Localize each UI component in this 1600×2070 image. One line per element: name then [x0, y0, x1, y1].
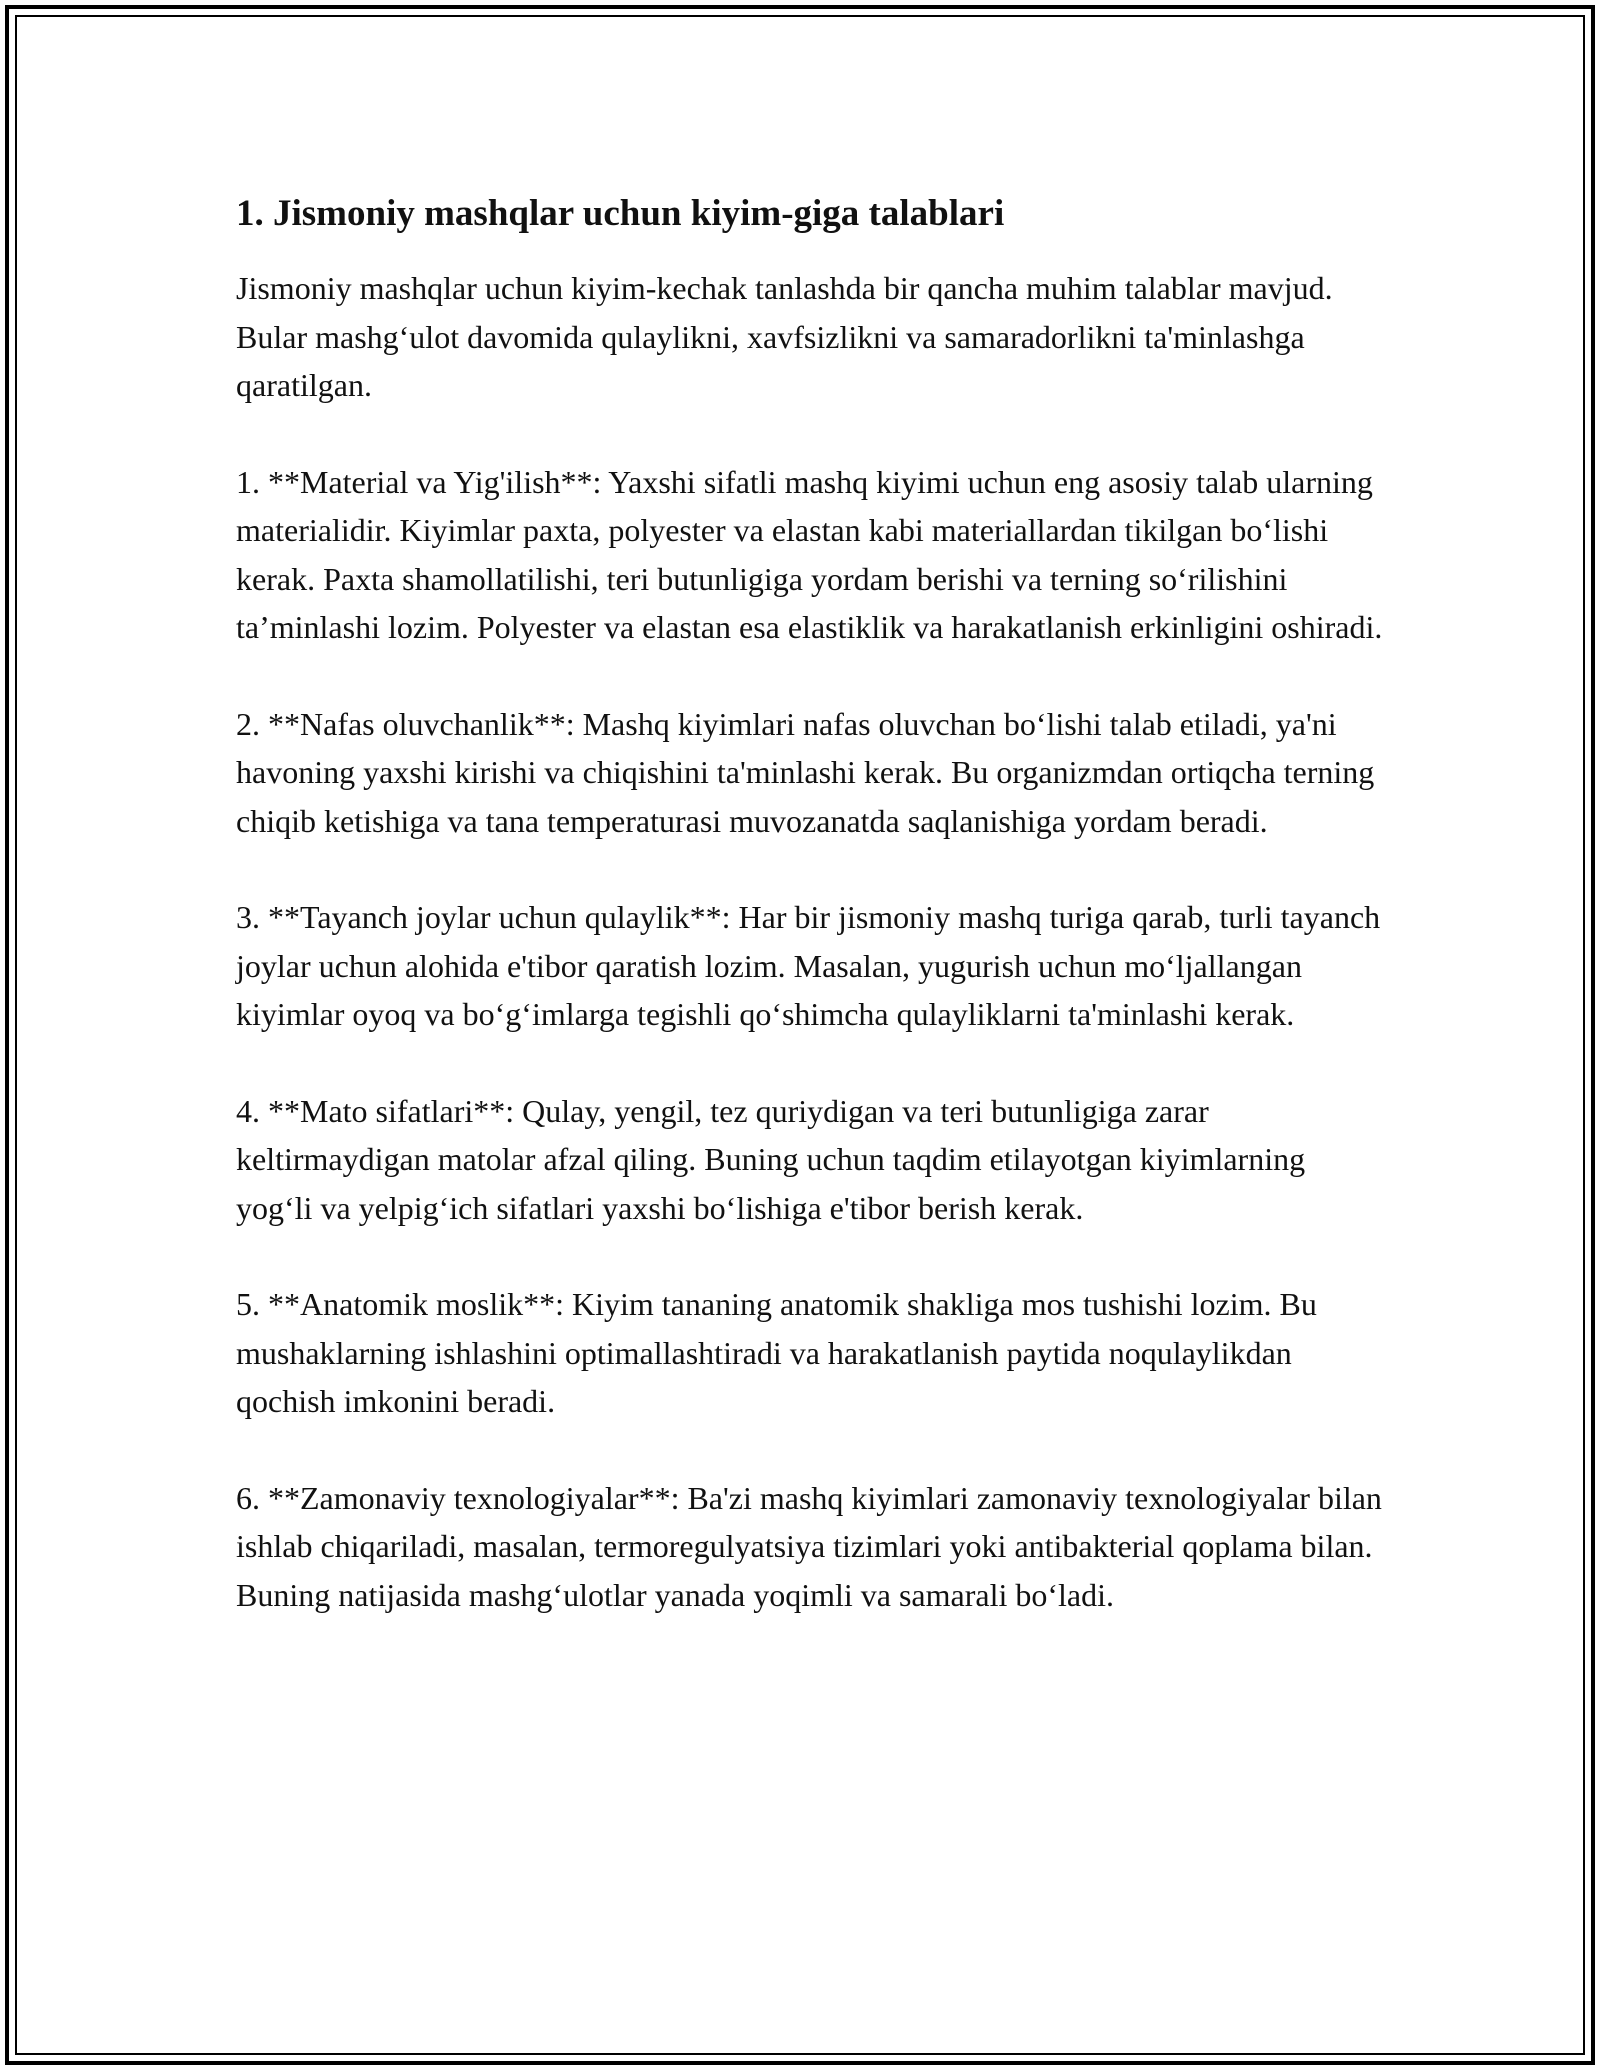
paragraph-anatomic-fit: 5. **Anatomik moslik**: Kiyim tananing anatomik shakliga mos tushishi lozim. Bu mushaklarning ishlashini optimallashtiradi va harakatlanish paytida noqulaylikdan qochish imkonini beradi. [236, 1286, 1317, 1419]
document-title: 1. Jismoniy mashqlar uchun kiyim-giga talablari [236, 193, 1005, 234]
paragraph-material: 1. **Material va Yig'ilish**: Yaxshi sifatli mashq kiyimi uchun eng asosiy talab ularning materialidir. Kiyimlar paxta, polyester va elastan kabi materiallardan tikilgan bo‘lishi kerak. Paxta shamollatilishi, teri butunligiga yordam berishi va terning so‘rilishini ta’minlashi lozim. Polyester va elastan esa elastiklik va harakatlanish erkinligini oshiradi. [236, 463, 1383, 645]
paragraph-modern-technologies: 6. **Zamonaviy texnologiyalar**: Ba'zi mashq kiyimlari zamonaviy texnologiyalar bilan ishlab chiqariladi, masalan, termoregulyatsiya tizimlari yoki antibakterial qoplama bilan. Buning natijasida mashg‘ulotlar yanada yoqimli va samarali bo‘ladi. [236, 1479, 1382, 1613]
intro-paragraph: Jismoniy mashqlar uchun kiyim-kechak tanlashda bir qancha muhim talablar mavjud. Bular mashg‘ulot davomida qulaylikni, xavfsizlikni va samaradorlikni ta'minlashga qaratilgan. [236, 270, 1333, 403]
paragraph-breathability: 2. **Nafas oluvchanlik**: Mashq kiyimlari nafas oluvchan bo‘lishi talab etiladi, ya'ni havoning yaxshi kirishi va chiqishini ta'minlashi kerak. Bu organizmdan ortiqcha terning chiqib ketishiga va tana temperaturasi muvozanatda saqlanishiga yordam beradi. [236, 705, 1375, 839]
document-body [236, 190, 1386, 1667]
paragraph-fabric-qualities: 4. **Mato sifatlari**: Qulay, yengil, tez quriydigan va teri butunligiga zarar keltirmaydigan matolar afzal qiling. Buning uchun taqdim etilayotgan kiyimlarning yog‘li va yelpig‘ich sifatlari yaxshi bo‘lishiga e'tibor berish kerak. [236, 1092, 1306, 1226]
paragraph-support-comfort: 3. **Tayanch joylar uchun qulaylik**: Har bir jismoniy mashq turiga qarab, turli tayanch joylar uchun alohida e'tibor qaratish lozim. Masalan, yugurish uchun mo‘ljallangan kiyimlar oyoq va bo‘g‘imlarga tegishli qo‘shimcha qulayliklarni ta'minlashi kerak. [236, 899, 1381, 1032]
